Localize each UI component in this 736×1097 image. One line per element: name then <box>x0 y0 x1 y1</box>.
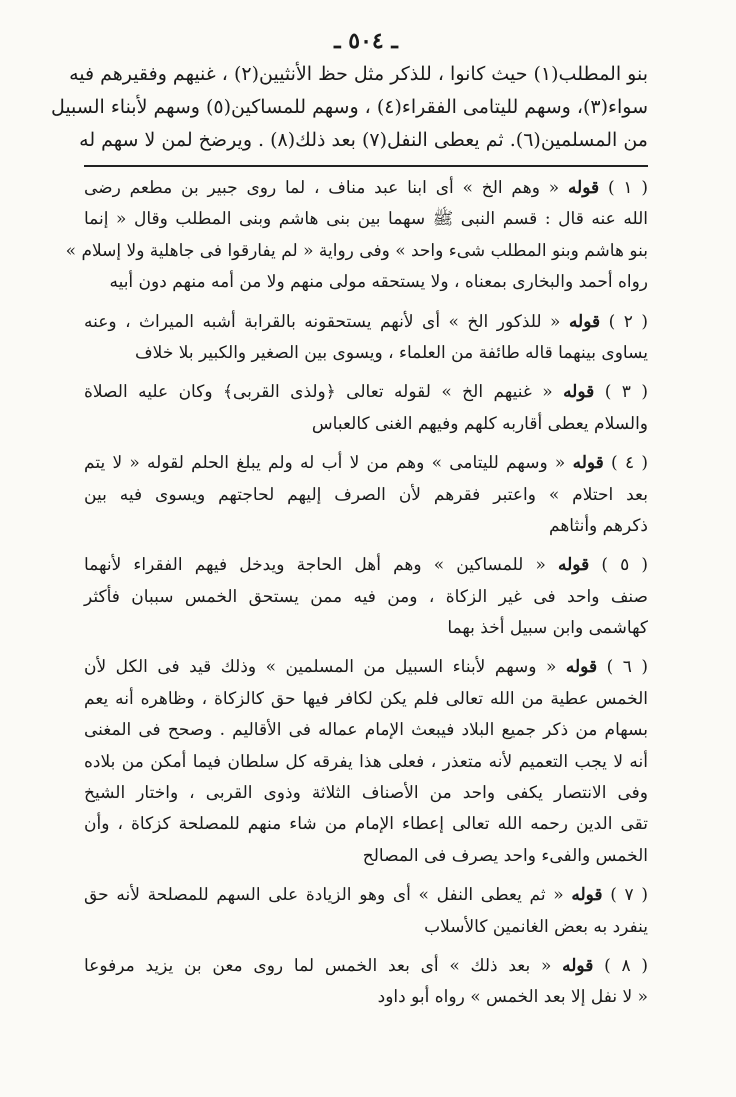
footnote-line: وفى الانتصار يكفى واحد من الأصناف الثلاثة وذوى القربى ، واختار الشيخ <box>84 783 648 804</box>
footnote-line: رواه أحمد والبخارى بمعناه ، ولا يستحقه مولى منهم ولا من أمه منهم دون أبيه <box>109 272 648 293</box>
footnote-text: « للمساكين » وهم أهل الحاجة ويدخل فيهم الفقراء لأنهما <box>84 555 546 576</box>
main-text-line: من المسلمين(٦). ثم يعطى النفل(٧) بعد ذلك(٨) . ويرضخ لمن لا سهم له <box>79 129 648 151</box>
footnote-keyword: قوله <box>558 555 590 576</box>
footnote-text: « غنيهم الخ » لقوله تعالى ﴿ولذى القربى﴾ وكان عليه الصلاة <box>84 382 553 403</box>
footnote-3 <box>84 377 648 440</box>
footnote-2 <box>84 307 648 370</box>
footnote-line: يساوى بينهما قاله طائفة من العلماء ، ويسوى بين الصغير والكبير بلا خلاف <box>135 342 648 363</box>
footnote-line: صنف واحد فى غير الزكاة ، ومن فيه ممن يستحق الخمس سببان فأكثر <box>84 586 648 607</box>
footnote-keyword: قوله <box>565 657 598 678</box>
footnote-line: الخمس والفىء واحد يصرف فى المصالح <box>362 845 648 866</box>
footnote-text: « وسهم لأبناء السبيل من المسلمين » وذلك قيد فى الكل لأن <box>84 657 557 678</box>
footnote-5 <box>84 550 648 644</box>
footnote-line: بنو هاشم وبنو المطلب شىء واحد » وفى رواية « لم يفارقوا فى جاهلية ولا إسلام » <box>65 240 648 261</box>
footnote-1 <box>65 173 648 299</box>
footnote-number: ( ٥ ) <box>601 555 649 576</box>
main-text-line: سواء(٣)، وسهم لليتامى الفقراء(٤) ، وسهم للمساكين(٥) وسهم لأبناء السبيل <box>50 96 648 118</box>
footnote-text: « للذكور الخ » أى لأنهم يستحقونه بالقرابة أشبه الميراث ، وعنه <box>84 311 561 332</box>
footnote-line: الخمس عطية من الله تعالى فلم يكن لكافر فيها حق كالزكاة ، وظاهره أنه يعم <box>84 688 648 709</box>
footnote-keyword: قوله <box>572 453 604 474</box>
footnote-number: ( ٧ ) <box>610 885 648 906</box>
main-text <box>50 58 648 157</box>
main-text-line: بنو المطلب(١) حيث كانوا ، للذكر مثل حظ الأنثيين(٢) ، غنيهم وفقيرهم فيه <box>69 63 648 85</box>
footnote-8 <box>84 951 648 1014</box>
footnote-keyword: قوله <box>567 178 600 198</box>
footnote-line: الله عنه قال : قسم النبى ﷺ سهما بين بنى هاشم وبنى المطلب وقال « إنما <box>84 209 648 230</box>
footnote-keyword: قوله <box>563 382 595 403</box>
footnote-line <box>84 880 648 911</box>
footnote-line: « لا نفل إلا بعد الخمس » رواه أبو داود <box>377 987 648 1008</box>
footnote-keyword: قوله <box>568 311 601 332</box>
footnote-7 <box>84 880 648 943</box>
footnote-line: كهاشمى وابن سبيل أخذ بهما <box>447 618 648 639</box>
footnote-line: ينفرد به بعض الغانمين كالأسلاب <box>424 916 648 937</box>
footnote-line <box>84 377 648 408</box>
footnote-line <box>84 173 648 204</box>
footnote-text: « بعد ذلك » أى بعد الخمس لما روى معن بن يزيد مرفوعا <box>84 955 552 976</box>
footnote-keyword: قوله <box>571 885 603 906</box>
footnote-line <box>84 652 648 683</box>
footnote-line <box>84 550 648 581</box>
footnote-line: تقى الدين رحمه الله تعالى إعطاء الإمام من شاء منهم للمصلحة كزكاة ، وأن <box>84 814 648 835</box>
footnote-number: ( ١ ) <box>607 178 648 198</box>
footnote-number: ( ٦ ) <box>606 657 649 678</box>
footnote-line <box>84 448 648 479</box>
footnote-number: ( ٢ ) <box>608 311 648 332</box>
footnote-4 <box>84 448 648 542</box>
footnote-number: ( ٨ ) <box>604 955 649 976</box>
footnote-line <box>84 951 648 982</box>
footnote-line: أنه لا يجب التعميم لأنه متعذر ، فعلى هذا يفرقه كل سلطان فيما أمكن من بلاده <box>84 751 649 772</box>
footnote-line: ذكرهم وأنثاهم <box>549 515 648 536</box>
footnote-line: والسلام يعطى أقاربه كلهم وفيهم الغنى كالعباس <box>311 413 648 434</box>
footnote-number: ( ٣ ) <box>604 382 648 403</box>
footnote-line <box>84 307 648 338</box>
footnote-line: بسهام من ذكر جميع البلاد فيبعث الإمام عماله فى الأقاليم . وصحح فى المغنى <box>84 720 648 741</box>
footnote-text: « ثم يعطى النفل » أى وهو الزيادة على السهم للمصلحة لأنه حق <box>84 885 564 906</box>
footnote-line: بعد احتلام » واعتبر فقرهم لأن الصرف إليهم لحاجتهم ويسوى فيه بين <box>84 484 648 505</box>
page-number: ـ ٥٠٤ ـ <box>334 28 398 54</box>
footnotes <box>65 173 649 1014</box>
footnote-text: « وسهم لليتامى » وهم من لا أب له ولم يبلغ الحلم لقوله « لا يتم <box>84 453 566 474</box>
footnote-keyword: قوله <box>562 955 594 976</box>
footnote-separator <box>84 165 648 167</box>
footnote-6 <box>84 652 648 872</box>
footnote-number: ( ٤ ) <box>611 453 648 474</box>
footnote-text: « وهم الخ » أى ابنا عبد مناف ، لما روى جبير بن مطعم رضى <box>84 178 560 198</box>
